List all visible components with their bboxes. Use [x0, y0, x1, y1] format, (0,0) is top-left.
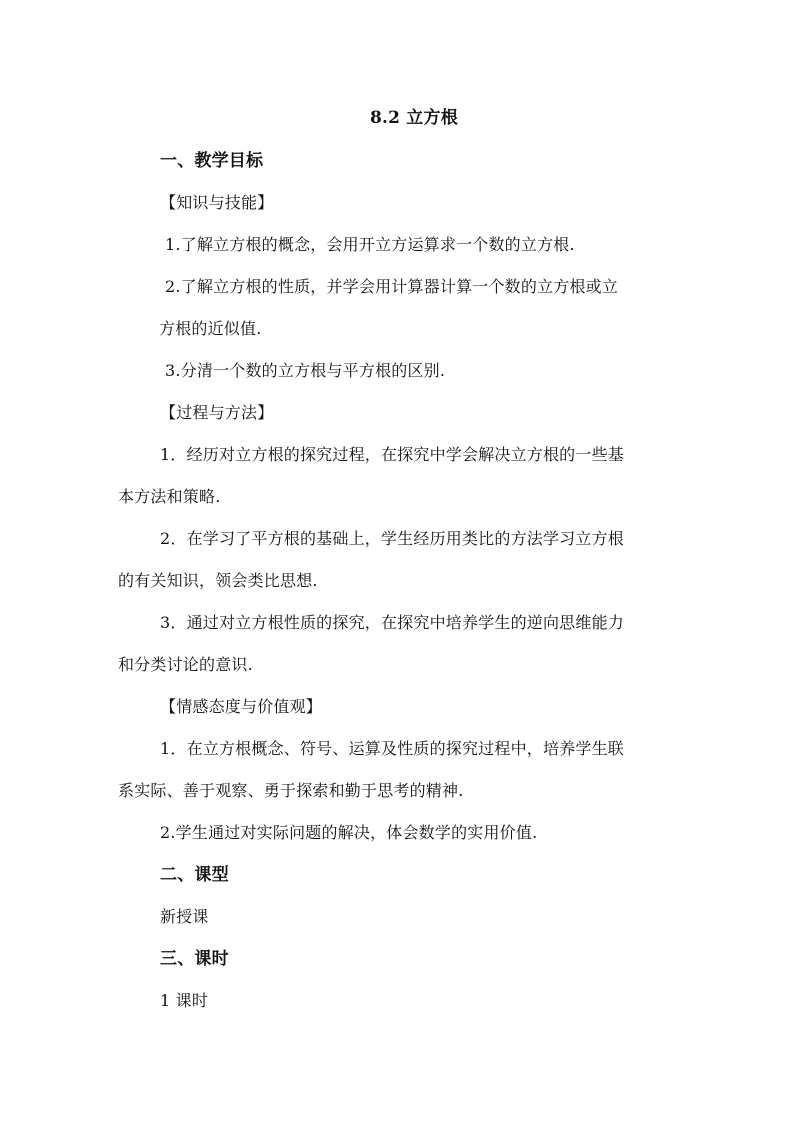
emotion-item-2: 2.学生通过对实际问题的解决，体会数学的实用价值. [160, 823, 538, 842]
process-item-2-line-2: 的有关知识，领会类比思想. [118, 571, 318, 590]
process-item-3-line-2: 和分类讨论的意识. [118, 655, 253, 674]
knowledge-item-2-line-2: 方根的近似值. [159, 319, 262, 338]
knowledge-item-2-line-1: 2.了解立方根的性质，并学会用计算器计算一个数的立方根或立 [165, 277, 619, 296]
emotion-item-1-line-1: 1．在立方根概念、符号、运算及性质的探究过程中，培养学生联 [160, 739, 624, 758]
subsection-label-emotion: 【情感态度与价值观】 [160, 697, 323, 716]
process-item-3-line-1: 3．通过对立方根性质的探究，在探究中培养学生的逆向思维能力 [160, 613, 624, 632]
process-item-2-line-1: 2．在学习了平方根的基础上，学生经历用类比的方法学习立方根 [160, 529, 624, 548]
section-heading-objectives: 一、教学目标 [160, 151, 264, 171]
subsection-label-process: 【过程与方法】 [160, 403, 274, 422]
knowledge-item-1: 1.了解立方根的概念，会用开立方运算求一个数的立方根. [165, 235, 575, 254]
knowledge-item-3: 3.分清一个数的立方根与平方根的区别. [165, 361, 446, 380]
section-heading-periods: 三、课时 [160, 949, 229, 969]
subsection-label-knowledge: 【知识与技能】 [160, 193, 274, 212]
document-title: 8.2 立方根 [370, 108, 458, 128]
lesson-type-value: 新授课 [160, 907, 209, 926]
section-heading-lesson-type: 二、课型 [160, 865, 229, 885]
periods-value: 1 课时 [160, 991, 209, 1010]
emotion-item-1-line-2: 系实际、善于观察、勇于探索和勤于思考的精神. [118, 781, 464, 800]
process-item-1-line-1: 1．经历对立方根的探究过程，在探究中学会解决立方根的一些基 [160, 445, 624, 464]
process-item-1-line-2: 本方法和策略. [118, 487, 221, 506]
